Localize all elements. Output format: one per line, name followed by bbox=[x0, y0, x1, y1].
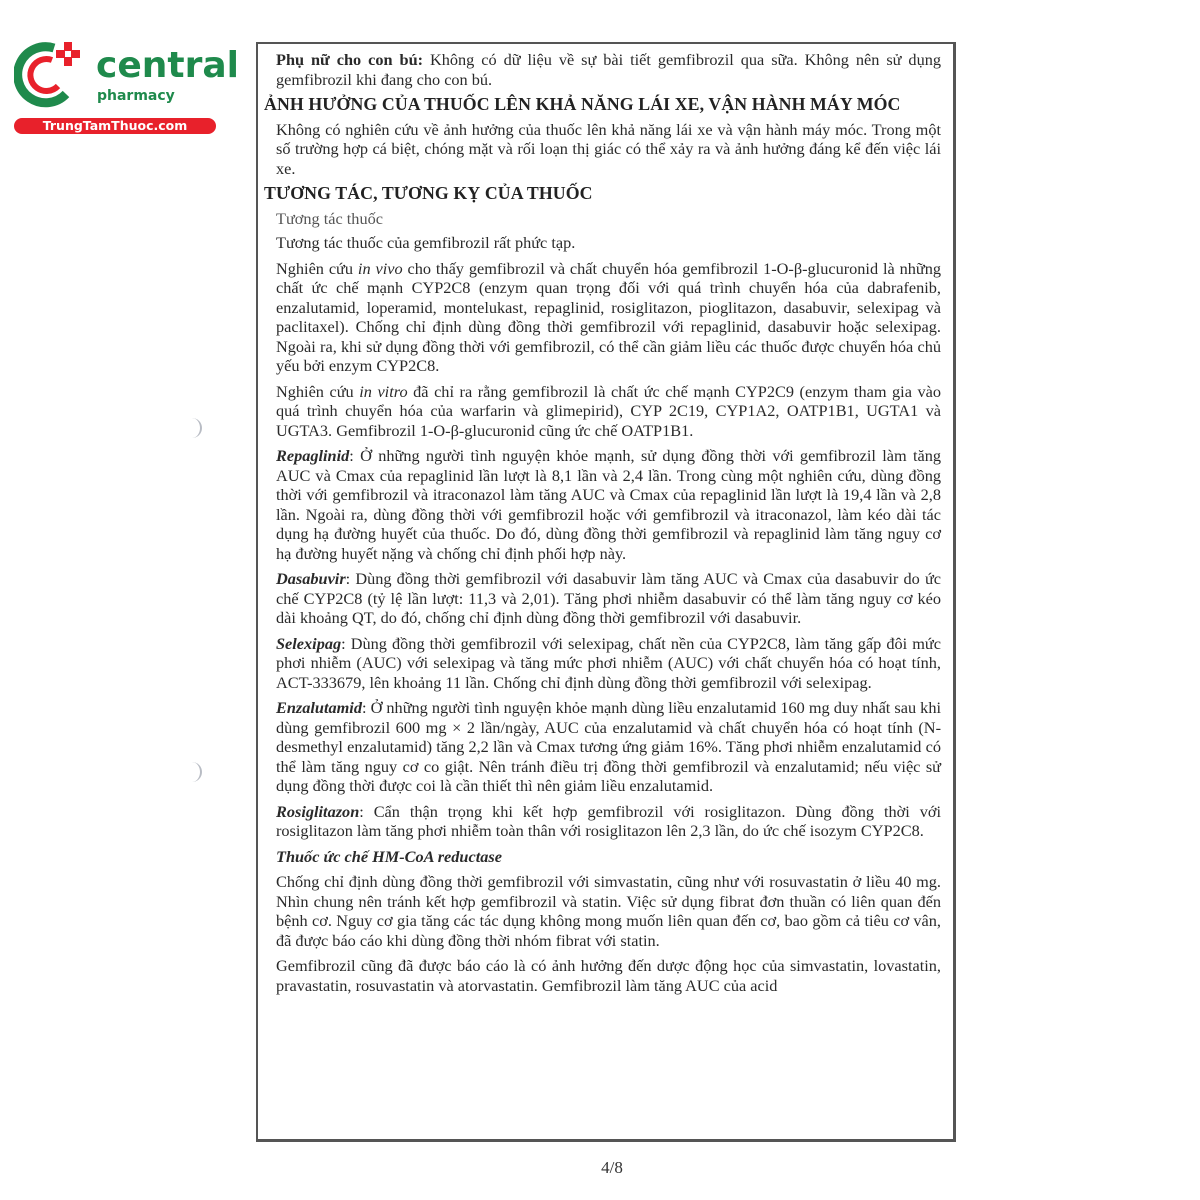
binder-hole-mark bbox=[190, 762, 202, 782]
paragraph-text: Nghiên cứu bbox=[276, 381, 360, 401]
paragraph-text: cho thấy gemfibrozil và chất chuyển hóa gemfibrozil 1-O-β-glucuronid là những chất ức chế mạnh CYP2C8 (enzym quan trọng đối với quá trình chuyển hóa của dabrafenib, enzalutamid, loperamid, montelukast, repaglinid, rosiglitazon, pioglitazon, dasabuvir, selexipag và paclitaxel). Chống chỉ định dùng đồng thời gemfibrozil với repaglinid, dasabuvir hoặc selexipag. Ngoài ra, khi sử dụng đồng thời với gemfibrozil, có thể cần giảm liều các thuốc được chuyển hóa chủ yếu bởi enzym CYP2C8. bbox=[276, 258, 942, 375]
paragraph-text: : Ở những người tình nguyện khỏe mạnh dùng liều enzalutamid 160 mg duy nhất sau khi dùng gemfibrozil 600 mg × 2 lần/ngày, AUC của enzalutamid và chất chuyển hóa có hoạt tính (N-desmethyl enzalutamid) tăng 2,2 lần và Cmax tương ứng giảm 16%. Tăng phơi nhiễm enzalutamid có thể làm tăng nguy cơ co giật. Nên tránh điều trị đồng thời gemfibrozil và enzalutamid; nếu việc sử dụng đồng thời được coi là cần thiết thì nên giảm liều enzalutamid. bbox=[276, 698, 941, 795]
lead-label: Dasabuvir bbox=[276, 569, 346, 588]
page-number: 4/8 bbox=[601, 1158, 623, 1177]
brand-name: central bbox=[96, 45, 239, 86]
paragraph-complex: Tương tác thuốc của gemfibrozil rất phức tạp. bbox=[276, 233, 576, 252]
pharmacy-cross-logo-icon bbox=[14, 40, 86, 112]
heading-driving: ẢNH HƯỞNG CỦA THUỐC LÊN KHẢ NĂNG LÁI XE, VẬN HÀNH MÁY MÓC bbox=[264, 94, 901, 114]
paragraph-text: đã chỉ ra rằng gemfibrozil là chất ức chế mạnh CYP2C9 (enzym tham gia vào quá trình chuyển hóa của warfarin và glimepirid), CYP 2C19, CYP1A2, OATP1B1, UGTA1 và UGTA3. Gemfibrozil 1-O-β-glucuronid cũng ức chế OATP1B1. bbox=[276, 381, 941, 440]
paragraph-dasabuvir bbox=[276, 569, 941, 628]
brand-subtitle: pharmacy bbox=[97, 88, 175, 104]
paragraph-repaglinid bbox=[276, 446, 941, 563]
brand-logo bbox=[8, 38, 239, 138]
paragraph-text: Nghiên cứu bbox=[276, 258, 358, 278]
paragraph-text: Không có dữ liệu về sự bài tiết gemfibrozil qua sữa. Không nên sử dụng gemfibrozil khi đang cho con bú. bbox=[276, 50, 941, 89]
paragraph-statin-2: Gemfibrozil cũng đã được báo cáo là có ảnh hưởng đến dược động học của simvastatin, lovastatin, pravastatin, rosuvastatin và atorvastatin. Gemfibrozil làm tăng AUC của acid bbox=[276, 956, 941, 995]
document-page bbox=[256, 42, 956, 1142]
binder-hole-mark bbox=[190, 418, 202, 438]
paragraph-enzalutamid bbox=[276, 698, 941, 796]
paragraph-driving: Không có nghiên cứu về ảnh hưởng của thuốc lên khả năng lái xe và vận hành máy móc. Trong một số trường hợp cá biệt, chóng mặt và rối loạn thị giác có thể xảy ra và ảnh hưởng đáng kể đến việc lái xe. bbox=[276, 119, 941, 178]
lead-label: Rosiglitazon bbox=[276, 801, 360, 821]
lead-label: Phụ nữ cho con bú: bbox=[276, 50, 424, 69]
lead-label: Enzalutamid bbox=[276, 698, 362, 717]
paragraph-rosiglitazon bbox=[276, 802, 941, 841]
paragraph-text: : Ở những người tình nguyện khỏe mạnh, sử dụng đồng thời với gemfibrozil làm tăng AUC và Cmax của repaglinid lần lượt là 8,1 lần và 2,4 lần. Trong cùng một nghiên cứu, dùng đồng thời với gemfibrozil và itraconazol làm tăng AUC và Cmax của repaglinid lần lượt là 19,4 lần và 2,8 lần. Ngoài ra, dùng đồng thời với gemfibrozil hoặc với gemfibrozil và itraconazol, làm kéo dài tác dụng hạ đường huyết của thuốc. Do đó, dùng đồng thời gemfibrozil và repaglinid làm tăng nguy cơ hạ đường huyết nặng và chống chỉ định phối hợp này. bbox=[276, 446, 941, 563]
paragraph-breastfeeding bbox=[276, 50, 941, 89]
paragraph-text: : Dùng đồng thời gemfibrozil với selexipag, chất nền của CYP2C8, làm tăng gấp đôi mức phơi nhiễm (AUC) với selexipag và tăng mức phơi nhiễm (AUC) với chất chuyển hóa có hoạt tính, ACT-333679, lên khoảng 11 lần. Chống chỉ định dùng đồng thời gemfibrozil với selexipag. bbox=[276, 633, 941, 692]
paragraph-selexipag bbox=[276, 634, 941, 693]
subheading-drug-interactions: Tương tác thuốc bbox=[276, 208, 383, 228]
paragraph-in-vitro bbox=[276, 382, 941, 441]
heading-interactions: TƯƠNG TÁC, TƯƠNG KỴ CỦA THUỐC bbox=[264, 183, 593, 203]
paragraph-text: : Cẩn thận trọng khi kết hợp gemfibrozil với rosiglitazon. Dùng đồng thời với rosiglitazon làm tăng phơi nhiễm toàn thân với rosiglitazon lên 2,3 lần, do ức chế isozym CYP2C8. bbox=[276, 801, 941, 840]
emphasis-text: in vitro bbox=[359, 381, 408, 401]
lead-label: Repaglinid bbox=[276, 446, 350, 465]
brand-site-link[interactable]: TrungTamThuoc.com bbox=[14, 118, 216, 134]
paragraph-statin-1: Chống chỉ định dùng đồng thời gemfibrozil với simvastatin, cũng như với rosuvastatin ở liều 40 mg. Nhìn chung nên tránh kết hợp gemfibrozil và statin. Việc sử dụng fibrat đơn thuần có liên quan đến bệnh cơ. Nguy cơ gia tăng các tác dụng không mong muốn liên quan đến cơ, bao gồm cả tiêu cơ vân, đã được báo cáo khi dùng đồng thời nhóm fibrat với statin. bbox=[276, 872, 941, 950]
emphasis-text: in vivo bbox=[357, 258, 403, 278]
subheading-statin: Thuốc ức chế HM-CoA reductase bbox=[276, 846, 502, 866]
paragraph-text: : Dùng đồng thời gemfibrozil với dasabuvir làm tăng AUC và Cmax của dasabuvir do ức chế CYP2C8 (tỷ lệ lần lượt: 11,3 và 2,01). Tăng phơi nhiễm dasabuvir có thể làm tăng nguy cơ kéo dài khoảng QT, do đó, chống chỉ định dùng đồng thời gemfibrozil với dasabuvir. bbox=[276, 569, 941, 627]
paragraph-in-vivo bbox=[276, 259, 941, 376]
lead-label: Selexipag bbox=[276, 633, 342, 653]
